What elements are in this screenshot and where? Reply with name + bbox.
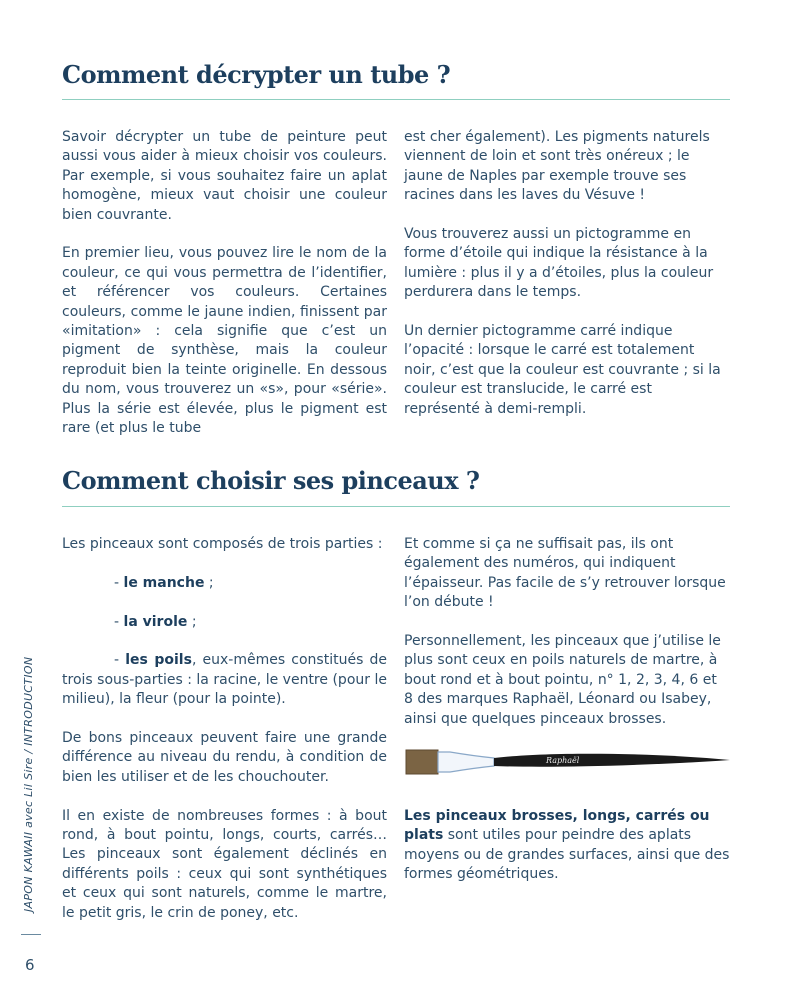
brushes-right-column: [404, 535, 730, 748]
paragraph: Personnellement, les pinceaux que j’utilise le plus sont ceux en poils naturels de martre, à bout rond et à bout pointu, n° 1, 2, 3, 4, 6 et 8 des marques Raphaël, Léonard ou Isabey, ainsi que quelques pinceaux brosses.: [404, 633, 721, 727]
footer-divider: [21, 934, 41, 935]
section-title-brushes: Comment choisir ses pinceaux ?: [62, 466, 480, 495]
paragraph: Et comme si ça ne suffisait pas, ils ont également des numéros, qui indiquent l’épaisseur. Pas facile de s’y retrouver lorsque l’on débute !: [404, 536, 726, 611]
brush-caption: [404, 807, 730, 904]
list-item-ferrule: - la virole ;: [114, 613, 197, 630]
list-item-handle: - le manche ;: [114, 574, 214, 591]
paintbrush-illustration: [404, 744, 732, 780]
title-underline: [62, 506, 730, 507]
paragraph: De bons pinceaux peuvent faire une grande différence au niveau du rendu, à condition de bien les utiliser et de les chouchouter.: [62, 730, 387, 785]
paragraph: Les pinceaux sont composés de trois parties :: [62, 536, 383, 552]
brushes-left-column: [62, 535, 387, 942]
paragraph: Un dernier pictogramme carré indique l’opacité : lorsque le carré est totalement noir, c’est que la couleur est couvrante ; si la couleur est translucide, le carré est représenté à demi-rempli.: [404, 323, 721, 417]
section-title-tube: Comment décrypter un tube ?: [62, 60, 451, 89]
paragraph: Vous trouverez aussi un pictogramme en forme d’étoile qui indique la résistance à la lumière : plus il y a d’étoiles, plus la couleur perdurera dans le temps.: [404, 226, 714, 301]
brush-brand-label: Raphaël: [546, 756, 580, 765]
paragraph: Savoir décrypter un tube de peinture peut aussi vous aider à mieux choisir vos couleurs. Par exemple, si vous souhaitez faire un aplat homogène, mieux vaut choisir une couleur bien couvrante.: [62, 129, 387, 223]
tube-right-column: [404, 128, 730, 438]
list-item-bristles: - les poils, eux-mêmes constitués de trois sous-parties : la racine, le ventre (pour le milieu), la fleur (pour la pointe).: [62, 652, 387, 708]
paragraph: est cher également). Les pigments naturels viennent de loin et sont très onéreux ; le jaune de Naples par exemple trouve ses racines dans les laves du Vésuve !: [404, 129, 710, 204]
tube-left-column: [62, 128, 387, 458]
paragraph: Les pinceaux brosses, longs, carrés ou plats sont utiles pour peindre des aplats moyens ou de grandes surfaces, ainsi que des formes géométriques.: [404, 808, 730, 883]
paragraph: En premier lieu, vous pouvez lire le nom de la couleur, ce qui vous permettra de l’identifier, et référencer vos couleurs. Certaines couleurs, comme le jaune indien, finissent par «imitation» : cela signifie que c’est un pigment de synthèse, mais la couleur reproduit bien la teinte originelle. En dessous du nom, vous trouverez un «s», pour «série». Plus la série est élevée, plus le pigment est rare (et plus le tube: [62, 245, 387, 437]
title-underline: [62, 99, 730, 100]
page-number: 6: [25, 956, 35, 974]
paragraph: Il en existe de nombreuses formes : à bout rond, à bout pointu, longs, courts, carrés… Les pinceaux sont également déclinés en différents poils : ceux qui sont synthétiques et ceux qui sont naturels, comme le martre, le petit gris, le crin de poney, etc.: [62, 807, 387, 921]
running-header-vertical: JAPON KAWAII avec Lil Sire / INTRODUCTION: [22, 656, 35, 912]
